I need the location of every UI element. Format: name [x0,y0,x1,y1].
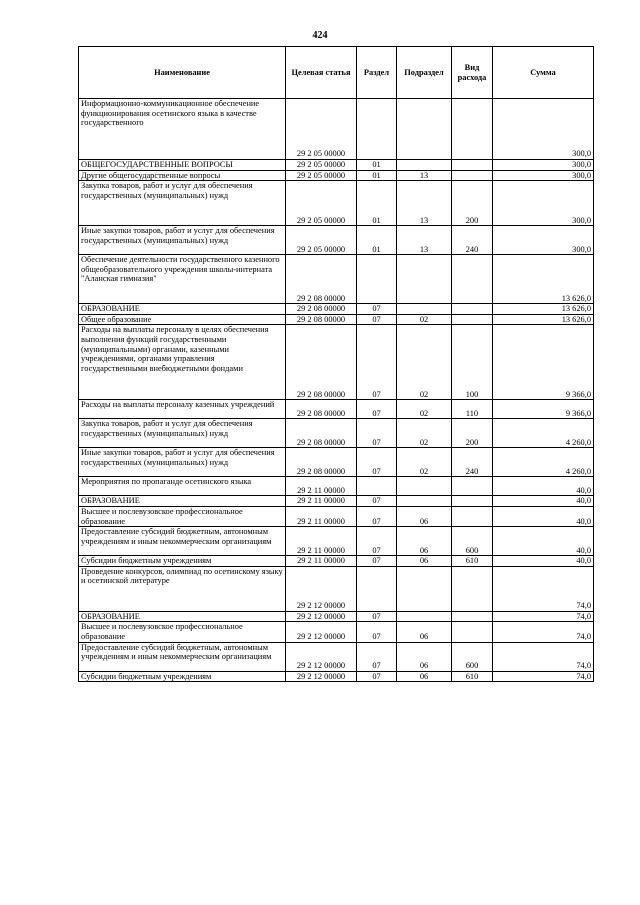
row-subsection: 06 [397,671,452,682]
table-row [79,642,594,671]
column-header-sum: Сумма [493,47,594,99]
row-name-text: Высшее и послевузовское профессиональное образование [81,506,243,526]
row-expense-type: 200 [452,181,493,226]
row-section: 07 [357,527,397,556]
row-target-article: 29 2 08 00000 [286,304,357,315]
row-target-article: 29 2 12 00000 [286,642,357,671]
row-subsection: 13 [397,170,452,181]
row-sum: 40,0 [493,556,594,567]
row-name [79,325,286,400]
row-name-text: ОБЩЕГОСУДАРСТВЕННЫЕ ВОПРОСЫ [81,160,233,169]
row-name [79,566,286,611]
row-subsection [397,255,452,304]
row-name-text: Информационно-коммуникационное обеспечение функционирования осетинского языка в качестве государственного [81,99,260,128]
row-expense-type [452,304,493,315]
table-row [79,671,594,682]
column-header-section: Раздел [357,47,397,99]
row-target-article: 29 2 05 00000 [286,170,357,181]
row-expense-type [452,566,493,611]
row-name-text: Предоставление субсидий бюджетным, автономным учреждениям и иным некоммерческим организациям [81,527,272,546]
row-sum: 300,0 [493,181,594,226]
row-target-article: 29 2 11 00000 [286,506,357,526]
row-section: 07 [357,314,397,325]
row-sum: 40,0 [493,506,594,526]
column-header-subsection: Подраздел [397,47,452,99]
table-row [79,400,594,419]
table-row [79,325,594,400]
row-section: 07 [357,611,397,622]
row-section: 07 [357,642,397,671]
row-name [79,304,286,315]
row-expense-type: 240 [452,226,493,255]
row-subsection [397,160,452,171]
row-target-article: 29 2 11 00000 [286,496,357,507]
row-target-article: 29 2 08 00000 [286,419,357,448]
row-expense-type: 100 [452,325,493,400]
table-row [79,181,594,226]
row-target-article: 29 2 08 00000 [286,400,357,419]
row-subsection: 06 [397,506,452,526]
row-name-text: Проведение конкурсов, олимпиад по осетинскому языку и осетинской литературе [81,566,283,586]
table-row [79,419,594,448]
row-name-text: Другие общегосударственные вопросы [81,170,221,180]
row-expense-type [452,170,493,181]
row-section: 07 [357,556,397,567]
budget-table [78,46,594,682]
row-subsection: 06 [397,642,452,671]
row-sum: 4 260,0 [493,419,594,448]
row-expense-type [452,611,493,622]
row-target-article: 29 2 12 00000 [286,611,357,622]
row-name [79,642,286,671]
row-name [79,170,286,181]
table-row [79,448,594,477]
row-expense-type: 610 [452,556,493,567]
row-sum: 13 626,0 [493,255,594,304]
row-expense-type [452,477,493,496]
row-target-article: 29 2 12 00000 [286,622,357,642]
row-name [79,496,286,507]
row-sum: 300,0 [493,226,594,255]
row-section [357,99,397,160]
table-row [79,566,594,611]
table-row [79,556,594,567]
row-name [79,181,286,226]
row-section: 07 [357,448,397,477]
row-subsection: 02 [397,400,452,419]
table-row [79,160,594,171]
table-row [79,611,594,622]
row-section: 07 [357,496,397,507]
row-sum: 4 260,0 [493,448,594,477]
row-sum: 40,0 [493,477,594,496]
table-row [79,506,594,526]
row-subsection: 06 [397,556,452,567]
row-sum: 13 626,0 [493,314,594,325]
table-row [79,622,594,642]
row-section: 01 [357,181,397,226]
row-target-article: 29 2 05 00000 [286,181,357,226]
row-name [79,314,286,325]
row-expense-type: 600 [452,527,493,556]
row-expense-type: 600 [452,642,493,671]
row-name-text: Иные закупки товаров, работ и услуг для обеспечения государственных (муниципальных) нужд [81,448,275,467]
table-row [79,226,594,255]
row-name-text: Мероприятия по пропаганде осетинского языка [81,477,252,487]
row-subsection [397,477,452,496]
row-subsection [397,99,452,160]
row-section: 01 [357,226,397,255]
row-name-text: Закупка товаров, работ и услуг для обеспечения государственных (муниципальных) нужд [81,419,253,438]
row-name [79,255,286,304]
row-section: 07 [357,419,397,448]
row-name [79,477,286,496]
row-name [79,622,286,642]
row-name-text: Субсидии бюджетным учреждениям [81,556,212,566]
column-header-target: Целевая статья [286,47,357,99]
row-sum: 74,0 [493,566,594,611]
table-row [79,170,594,181]
row-target-article: 29 2 11 00000 [286,527,357,556]
table-row [79,304,594,315]
row-section: 07 [357,325,397,400]
row-target-article: 29 2 11 00000 [286,556,357,567]
row-sum: 74,0 [493,611,594,622]
row-sum: 74,0 [493,642,594,671]
row-expense-type [452,160,493,171]
row-subsection: 13 [397,181,452,226]
row-section: 07 [357,400,397,419]
column-header-type: Вид расхода [452,47,493,99]
row-name-text: Предоставление субсидий бюджетным, автономным учреждениям и иным некоммерческим организациям [81,642,272,662]
row-name [79,611,286,622]
row-name [79,226,286,255]
row-target-article: 29 2 12 00000 [286,671,357,682]
row-name [79,448,286,477]
row-expense-type [452,506,493,526]
row-expense-type: 200 [452,419,493,448]
row-section: 07 [357,304,397,315]
row-subsection: 02 [397,314,452,325]
row-sum: 9 366,0 [493,325,594,400]
row-name [79,527,286,556]
table-row [79,99,594,160]
row-expense-type [452,99,493,160]
row-sum: 40,0 [493,496,594,507]
row-expense-type [452,255,493,304]
row-subsection [397,304,452,315]
row-name [79,160,286,171]
row-name [79,506,286,526]
row-name-text: Иные закупки товаров, работ и услуг для обеспечения государственных (муниципальных) нужд [81,226,275,245]
row-section: 07 [357,506,397,526]
row-sum: 74,0 [493,671,594,682]
table-row [79,314,594,325]
row-sum: 74,0 [493,622,594,642]
row-section: 07 [357,671,397,682]
row-expense-type [452,314,493,325]
row-target-article: 29 2 05 00000 [286,226,357,255]
row-section [357,255,397,304]
table-row [79,496,594,507]
row-name-text: Закупка товаров, работ и услуг для обеспечения государственных (муниципальных) нужд [81,181,253,200]
row-expense-type: 110 [452,400,493,419]
row-sum: 40,0 [493,527,594,556]
row-expense-type: 610 [452,671,493,682]
row-target-article: 29 2 08 00000 [286,314,357,325]
row-name [79,400,286,419]
row-name-text: Расходы на выплаты персоналу казенных учреждений [81,400,275,410]
row-name-text: ОБРАЗОВАНИЕ [81,304,140,314]
row-subsection [397,566,452,611]
row-section: 07 [357,622,397,642]
row-subsection: 06 [397,622,452,642]
row-section: 01 [357,170,397,181]
row-target-article: 29 2 05 00000 [286,160,357,171]
row-expense-type [452,622,493,642]
row-subsection: 13 [397,226,452,255]
row-target-article: 29 2 08 00000 [286,448,357,477]
row-section [357,477,397,496]
row-target-article: 29 2 11 00000 [286,477,357,496]
row-subsection: 02 [397,448,452,477]
row-name-text: ОБРАЗОВАНИЕ [81,611,140,621]
row-subsection: 02 [397,419,452,448]
row-section: 01 [357,160,397,171]
row-subsection [397,496,452,507]
row-sum: 13 626,0 [493,304,594,315]
table-body [79,99,594,682]
row-name-text: Высшее и послевузовское профессиональное образование [81,622,243,641]
row-name [79,556,286,567]
row-name [79,419,286,448]
row-target-article: 29 2 12 00000 [286,566,357,611]
row-sum: 300,0 [493,99,594,160]
page-number: 424 [312,30,328,41]
row-name-text: Расходы на выплаты персоналу в целях обеспечения выполнения функций государственными (муниципальными) органами, казенными учреждениями, органами управления государственными внебюджетными фондами [81,325,269,373]
row-expense-type [452,496,493,507]
table-row [79,527,594,556]
row-name-text: Субсидии бюджетным учреждениям [81,671,212,681]
row-name [79,99,286,160]
row-sum: 9 366,0 [493,400,594,419]
column-header-name: Наименование [79,47,286,99]
row-target-article: 29 2 05 00000 [286,99,357,160]
table-row [79,255,594,304]
row-expense-type: 240 [452,448,493,477]
row-target-article: 29 2 08 00000 [286,255,357,304]
row-name [79,671,286,682]
row-name-text: ОБРАЗОВАНИЕ [81,496,140,506]
row-subsection: 02 [397,325,452,400]
table-row [79,477,594,496]
row-section [357,566,397,611]
row-name-text: Обеспечение деятельности государственного казенного общеобразовательного учреждения школы-интерната "Аланская гимназия" [81,255,280,284]
row-sum: 300,0 [493,160,594,171]
table-header [79,47,594,99]
row-subsection [397,611,452,622]
row-sum: 300,0 [493,170,594,181]
row-target-article: 29 2 08 00000 [286,325,357,400]
row-subsection: 06 [397,527,452,556]
row-name-text: Общее образование [81,314,152,324]
